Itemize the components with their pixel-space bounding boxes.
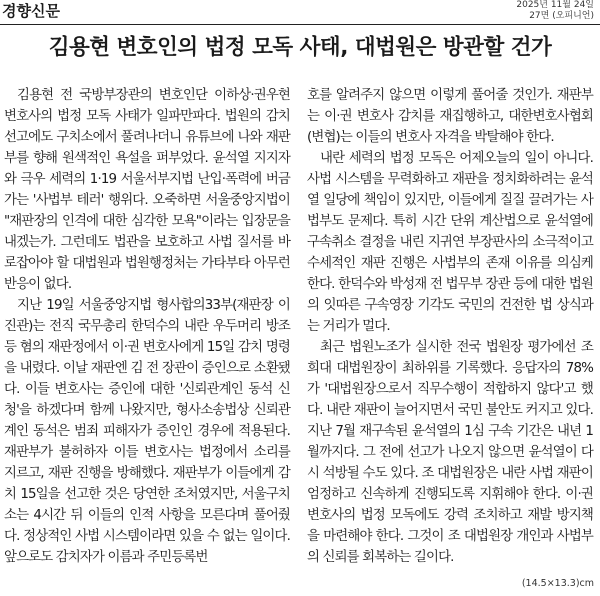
paragraph: 김용현 전 국방부장관의 변호인단 이하상·권우현 변호사의 법정 모독 사태가 일파만파다. 법원의 감치 선고에도 구치소에서 풀려나더니 유튜브에 나와 재판부를 향해 원색적인 욕설을 퍼부었다. 윤석열 지지자와 극우 세력의 1·19 서울서부지법 난입·폭력에 버금가는 '사법부 테러' 행위다. 오죽하면 서울중앙지법이 "재판장의 인격에 대한 심각한 모욕"이라는 입장문을 내겠는가. 그런데도 법관을 보호하고 사법 질서를 바로잡아야 할 대법원과 법원행정처는 가타부타 아무런 반응이 없다. [4,88,290,292]
paragraph: 지난 19일 서울중앙지법 형사합의33부(재판장 이진관)는 전직 국무총리 한덕수의 내란 우두머리 방조 등 혐의 재판정에서 이·권 변호사에게 15일 감치 명령을 내렸다. 이날 재판엔 김 전 장관이 증인으로 소환됐다. 이들 변호사는 증인에 대한 '신뢰관계인 동석 신청'을 하겠다며 함께 나왔지만, 형사소송법상 신뢰관계인 동석은 범죄 피해자가 증인인 경우에 적용된다. 재판부가 불허하자 이들 변호사는 법정에서 소리를 지르고, 재판 진행을 방해했다. 재판부가 이들에게 감치 15일을 선고한 것은 당연한 조처였지만, 서울구치소는 4시간 뒤 이들의 인적 사항을 모른다며 풀어줬다. 정상적인 사법 시스템이라면 있을 수 없는 일이다. 앞으로도 감치자가 이름과 주민등록번 [4,298,290,565]
paragraph: 최근 법원노조가 실시한 전국 법원장 평가에선 조희대 대법원장이 최하위를 기록했다. 응답자의 78%가 '대법원장으로서 직무수행이 적합하지 않다'고 했다. 내란 재판이 늘어지면서 국민 불안도 커지고 있다. 지난 7월 재구속된 윤석열의 1심 구속 기간은 내년 1월까지다. 그 전에 선고가 나오지 않으면 윤석열이 다시 석방될 수도 있다. 조 대법원장은 내란 사법 재판이 엄정하고 신속하게 진행되도록 지휘해야 한다. 이·권 변호사의 법정 모독에도 강력 조치하고 재발 방지책을 마련해야 한다. 그것이 조 대법원장 개인과 사법부의 신뢰를 회복하는 길이다. [307,340,593,565]
left-column [4,85,290,568]
paragraph: 내란 세력의 법정 모독은 어제오늘의 일이 아니다. 사법 시스템을 무력화하고 재판을 정치화하려는 윤석열 일당에 책임이 있지만, 이들에게 질질 끌려가는 사법부도 문제다. 특히 시간 단위 계산법으로 윤석열에 구속취소 결정을 내린 지귀연 부장판사의 소극적이고 수세적인 재판 진행은 사법부의 존재 이유를 의심케 한다. 한덕수와 박성재 전 법무부 장관 등에 대한 법원의 잇따른 구속영장 기각도 국민의 건전한 법 상식과는 거리가 멀다. [307,151,593,334]
top-rule [0,24,600,25]
right-column [307,85,593,568]
newspaper-name: 경향신문 [2,2,60,20]
page-section: 27면 (오피니언) [529,11,594,21]
publication-info [516,0,594,22]
publication-date: 2025년 11월 24일 [516,0,594,10]
masthead [0,0,600,24]
article-headline: 김용현 변호인의 법정 모독 사태, 대법원은 방관할 건가 [48,35,552,60]
article-size: (14.5×13.3)cm [521,578,594,589]
paragraph: 호를 알려주지 않으면 이렇게 풀어줄 것인가. 재판부는 이·권 변호사 감치를 재집행하고, 대한변호사협회(변협)는 이들의 변호사 자격을 박탈해야 한다. [307,88,593,145]
